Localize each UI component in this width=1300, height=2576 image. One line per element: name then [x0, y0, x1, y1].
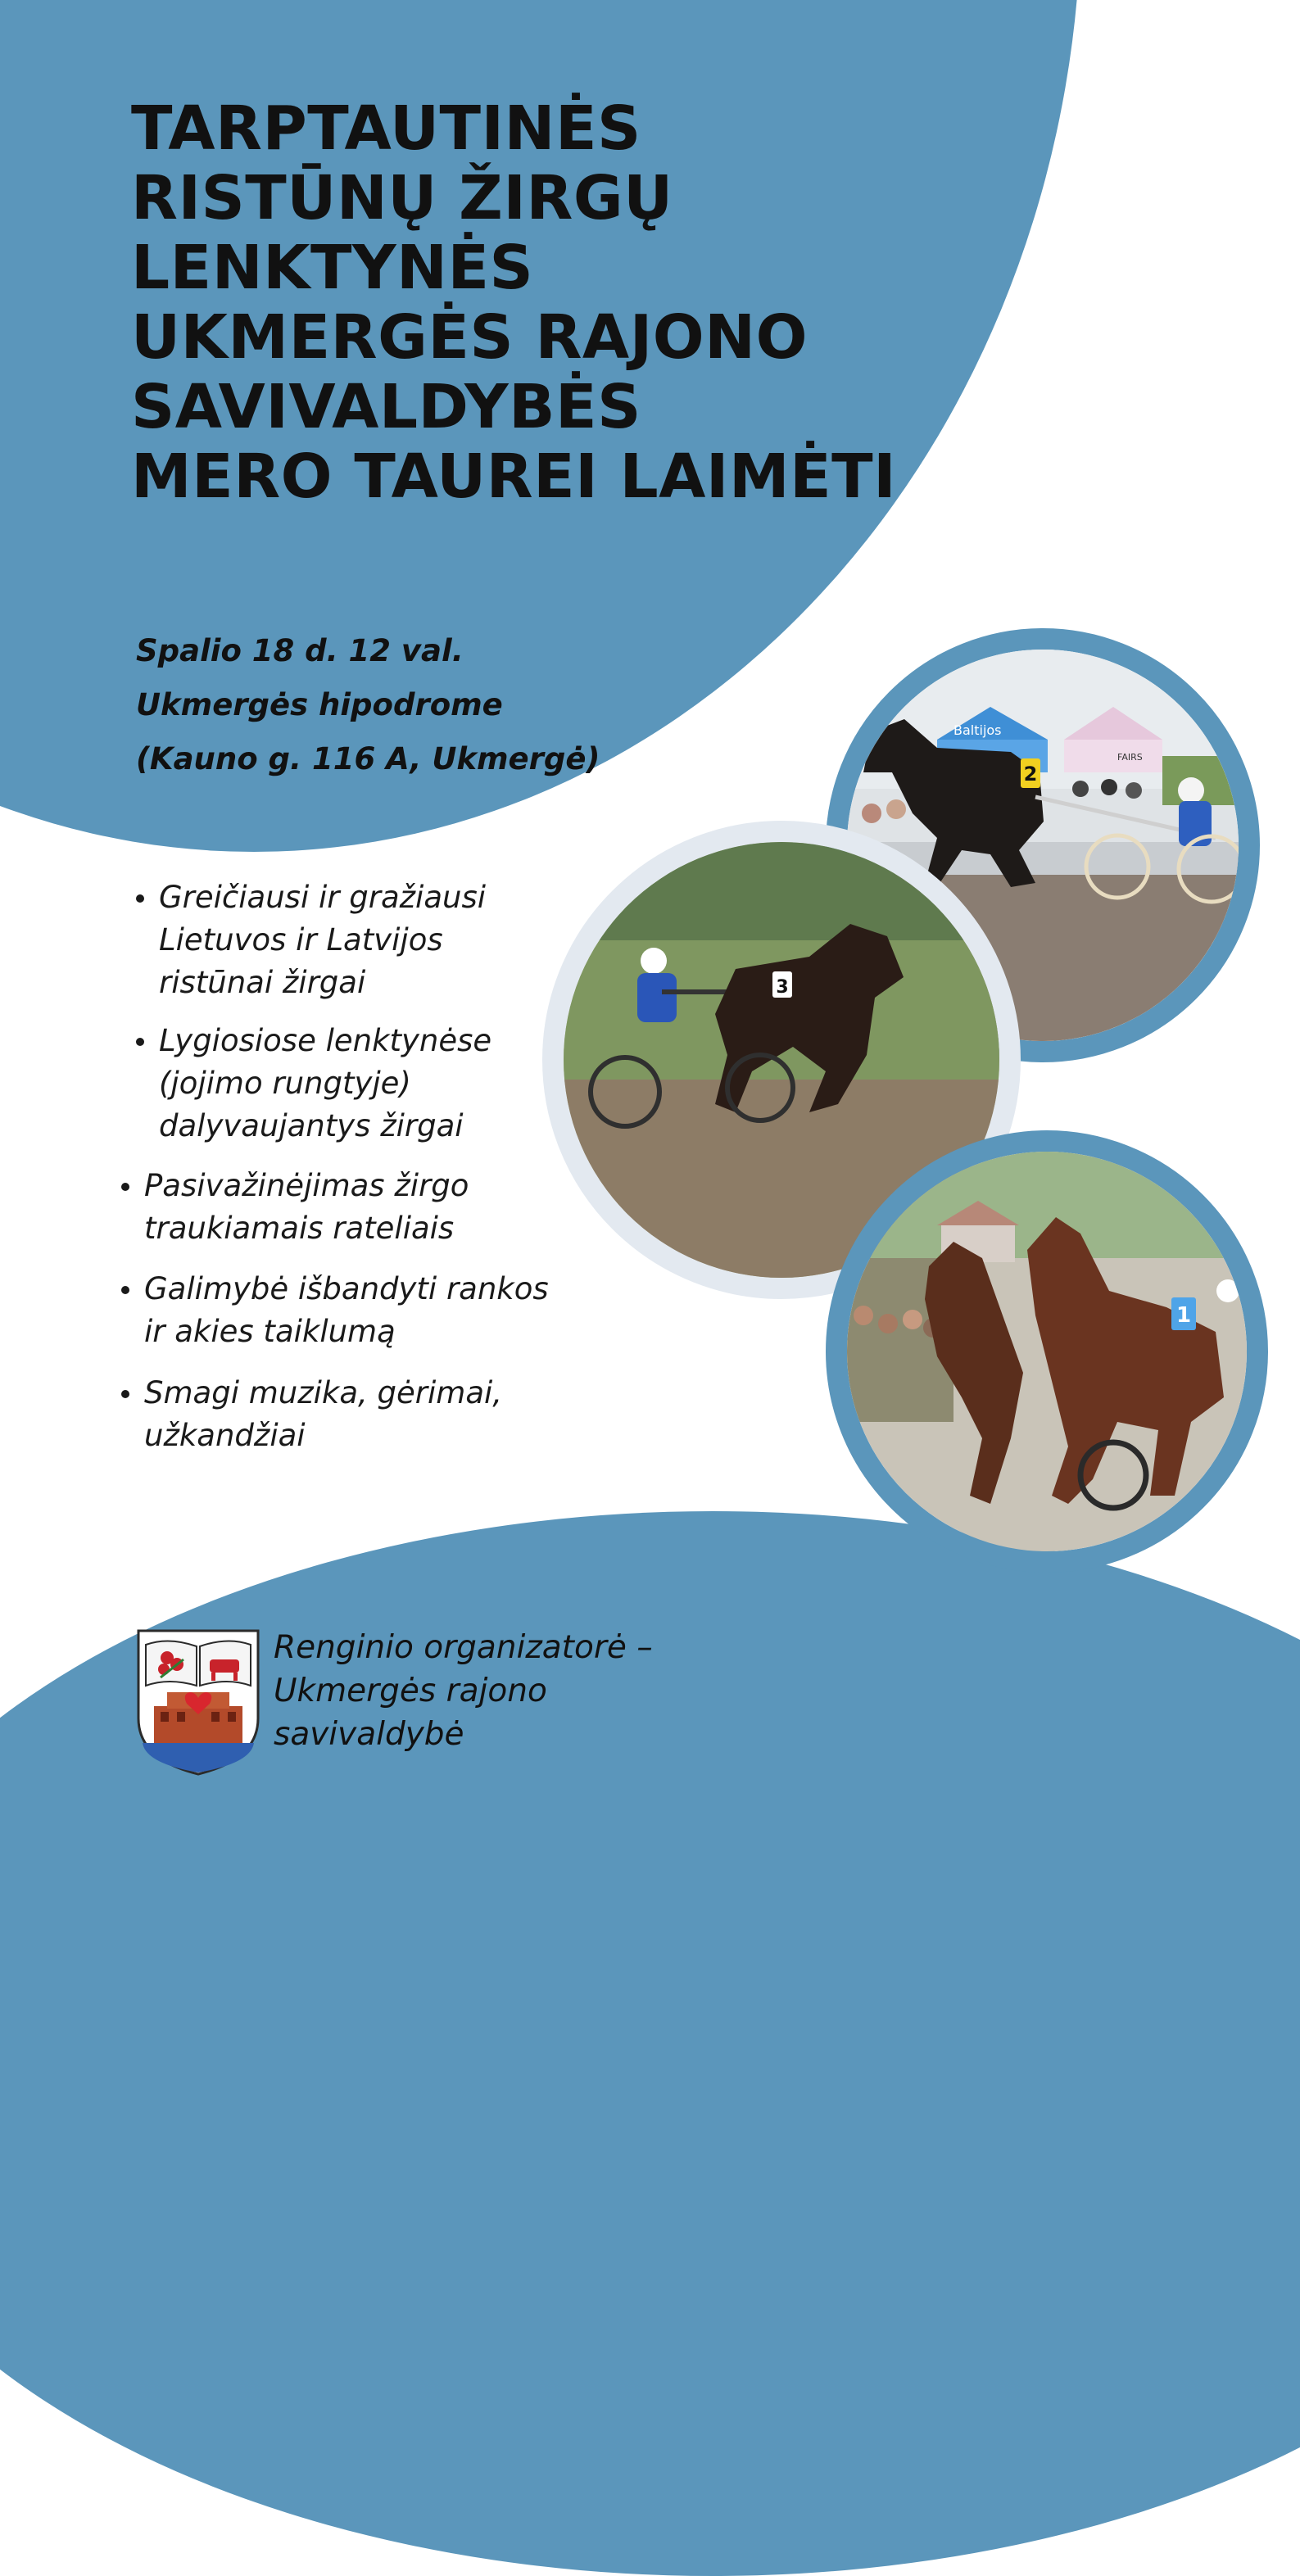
- title-line: TARPTAUTINĖS: [131, 93, 641, 164]
- coat-of-arms-graphic: [136, 1628, 260, 1776]
- title-line: UKMERGĖS RAJONO: [131, 302, 808, 373]
- feature-line: Greičiausi ir gražiausi: [159, 880, 486, 915]
- feature-line: Lietuvos ir Latvijos: [159, 922, 443, 958]
- organizer-line: Ukmergės rajono: [274, 1673, 547, 1709]
- feature-line: Pasivažinėjimas žirgo: [144, 1168, 469, 1203]
- bullet-icon: [136, 894, 144, 903]
- bib-number: 2: [1023, 763, 1038, 785]
- bullet-icon: [121, 1183, 129, 1191]
- organizer-line: Renginio organizatorė –: [274, 1629, 653, 1666]
- feature-item: [144, 1268, 549, 1353]
- organizer-line: savivaldybė: [274, 1716, 464, 1753]
- harness-race-photo-two-horses: [826, 1130, 1268, 1573]
- feature-line: dalyvaujantys žirgai: [159, 1108, 464, 1143]
- feature-line: ir akies taiklumą: [144, 1314, 396, 1349]
- organizer-text: [274, 1626, 653, 1756]
- bullet-icon: [136, 1038, 144, 1046]
- feature-line: ristūnai žirgai: [159, 965, 366, 1000]
- feature-line: Smagi muzika, gėrimai,: [144, 1375, 503, 1410]
- harness-race-illustration: [847, 1152, 1247, 1551]
- feature-item: [144, 1165, 469, 1250]
- event-title: [131, 94, 896, 512]
- feature-line: Lygiosiose lenktynėse: [159, 1023, 492, 1058]
- event-venue: Ukmergės hipodrome: [136, 687, 503, 722]
- feature-item: [159, 1020, 491, 1148]
- bib-number: 3: [776, 977, 789, 998]
- feature-item: [159, 876, 486, 1004]
- feature-line: Galimybė išbandyti rankos: [144, 1271, 549, 1306]
- tent-label-secondary: FAIRS: [1117, 752, 1143, 763]
- feature-line: užkandžiai: [144, 1418, 306, 1453]
- feature-line: (jojimo rungtyje): [159, 1066, 411, 1101]
- bullet-icon: [121, 1390, 129, 1398]
- feature-item: [144, 1372, 502, 1457]
- title-line: RISTŪNŲ ŽIRGŲ: [131, 163, 673, 233]
- tent-label: Baltijos: [953, 722, 1002, 738]
- coat-of-arms-icon: [136, 1628, 260, 1776]
- title-line: LENKTYNĖS: [131, 233, 534, 303]
- bib-number: 1: [1175, 1303, 1192, 1328]
- feature-line: traukiamais rateliais: [144, 1211, 455, 1246]
- event-address: (Kauno g. 116 A, Ukmergė): [136, 741, 600, 776]
- event-details: [136, 624, 600, 786]
- title-line: MERO TAUREI LAIMĖTI: [131, 441, 897, 512]
- event-date-time: Spalio 18 d. 12 val.: [136, 633, 464, 668]
- bullet-icon: [121, 1286, 129, 1294]
- title-line: SAVIVALDYBĖS: [131, 372, 641, 442]
